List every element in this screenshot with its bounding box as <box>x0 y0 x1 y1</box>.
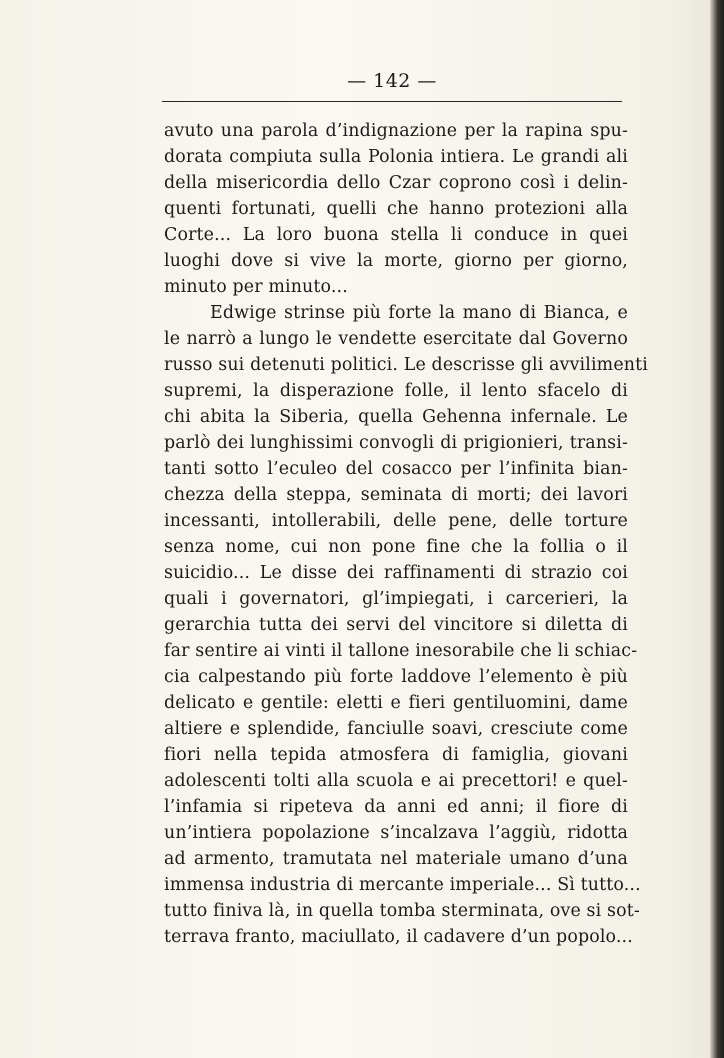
text-line: delicato e gentile: eletti e fieri gentiluomini, dame <box>164 693 628 713</box>
text-line: supremi, la disperazione folle, il lento sfacelo di <box>164 381 628 401</box>
text-line: l’infamia si ripeteva da anni ed anni; il fiore di <box>164 797 628 817</box>
text-line: incessanti, intollerabili, delle pene, delle torture <box>164 511 628 531</box>
text-line: fiori nella tepida atmosfera di famiglia, giovani <box>164 745 628 765</box>
text-line: senza nome, cui non pone fine che la follia o il <box>164 537 628 557</box>
text-line: quali i governatori, gl’impiegati, i carcerieri, la <box>164 589 628 609</box>
page-edge-shadow <box>710 0 724 1058</box>
page-number: — 142 — <box>347 70 437 92</box>
body-text <box>164 118 648 950</box>
text-line: Corte... La loro buona stella li conduce in quei <box>164 225 628 245</box>
text-line: della misericordia dello Czar coprono così i delin- <box>164 173 628 193</box>
text-line: cia calpestando più forte laddove l’elemento è più <box>164 667 628 687</box>
text-line: russo sui detenuti politici. Le descrisse gli avvilimenti <box>164 355 648 375</box>
text-line: suicidio... Le disse dei raffinamenti di strazio coi <box>164 563 628 583</box>
text-line: chezza della steppa, seminata di morti; dei lavori <box>164 485 628 505</box>
text-line: minuto per minuto... <box>164 277 348 297</box>
header-rule <box>162 101 622 102</box>
text-line: quenti fortunati, quelli che hanno protezioni alla <box>164 199 628 219</box>
text-line: le narrò a lungo le vendette esercitate dal Governo <box>164 329 628 349</box>
text-line: dorata compiuta sulla Polonia intiera. Le grandi ali <box>164 147 628 167</box>
text-line: luoghi dove si vive la morte, giorno per giorno, <box>164 251 628 271</box>
text-line: terrava franto, maciullato, il cadavere d’un popolo... <box>164 927 633 947</box>
text-line: parlò dei lunghissimi convogli di prigionieri, transi- <box>164 433 628 453</box>
text-line: far sentire ai vinti il tallone inesorabile che li schiac- <box>164 641 638 661</box>
text-line: un’intiera popolazione s’incalzava l’aggiù, ridotta <box>164 823 628 843</box>
text-line: altiere e splendide, fanciulle soavi, cresciute come <box>164 719 628 739</box>
text-line: chi abita la Siberia, quella Gehenna infernale. Le <box>164 407 628 427</box>
text-line: ad armento, tramutata nel materiale umano d’una <box>164 849 628 869</box>
text-line: tanti sotto l’eculeo del cosacco per l’infinita bian- <box>164 459 628 479</box>
text-line: Edwige strinse più forte la mano di Bianca, e <box>210 303 628 323</box>
text-line: adolescenti tolti alla scuola e ai precettori! e quel- <box>164 771 628 791</box>
text-line: tutto finiva là, in quella tomba sterminata, ove si sot- <box>164 901 640 921</box>
text-line: immensa industria di mercante imperiale... Sì tutto... <box>164 875 641 895</box>
text-line: gerarchia tutta dei servi del vincitore si diletta di <box>164 615 628 635</box>
text-line: avuto una parola d’indignazione per la rapina spu- <box>164 121 628 141</box>
